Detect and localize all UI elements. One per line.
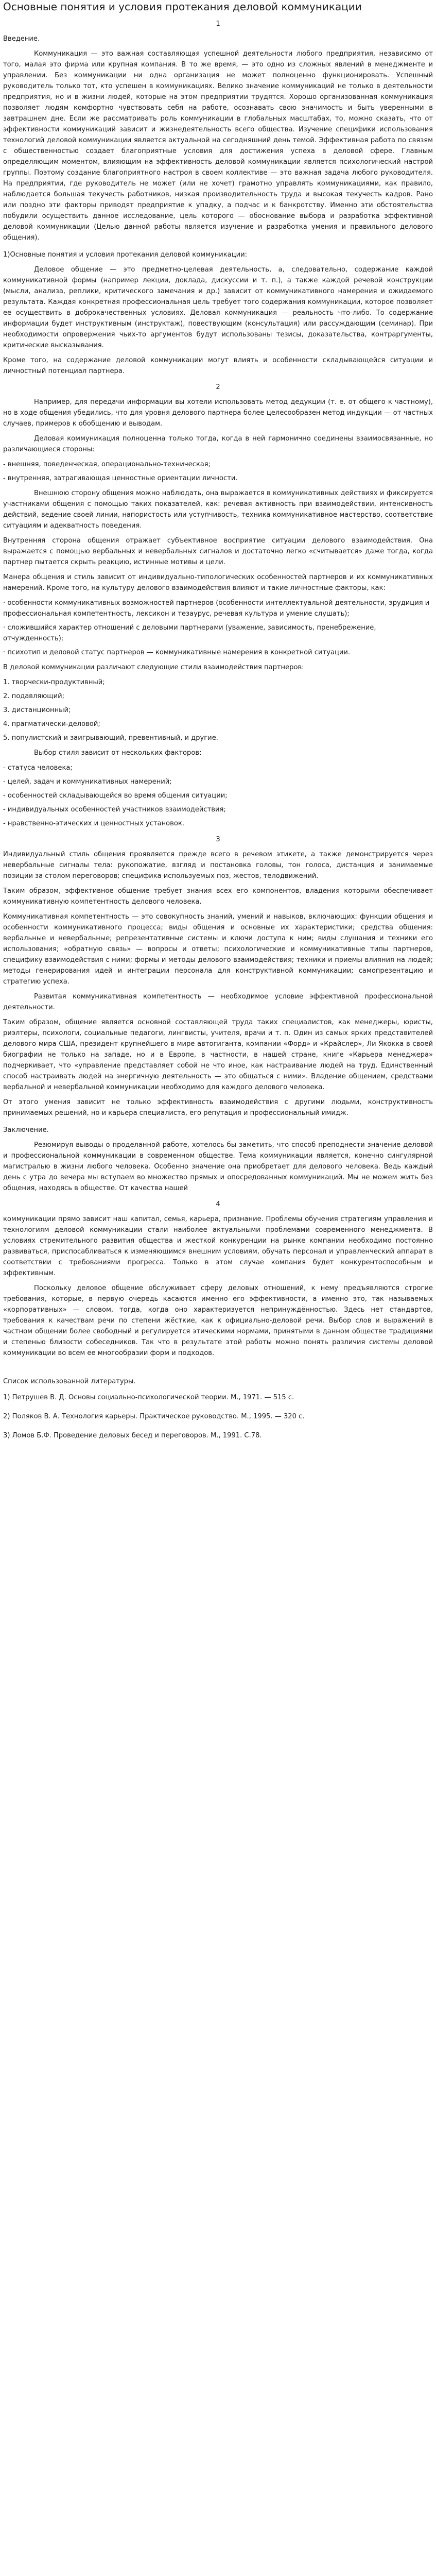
paragraph: Развитая коммуникативная компетентность — необходимое условие эффективной профессиональной деятельности. xyxy=(3,993,433,1011)
list-item: 4. прагматически-деловой; xyxy=(3,720,100,728)
paragraph: Резюмируя выводы о проделанной работе, хотелось бы заметить, что способ преподнести значение деловой и профессиональной коммуникации в современном обществе. Тема коммуникации является, конечно сингулярной магистралью в жизни любого человека. Особенно значение она приобретает для делового человека. Ведь каждый день с утра до вечера мы вступаем во множество прямых и опосредованных коммуникаций. Мы не можем жить без общения, находясь в обществе. От качества нашей xyxy=(3,1141,433,1192)
paragraph: В деловой коммуникации различают следующие стили взаимодействия партнеров: xyxy=(3,664,304,671)
list-item: · особенности коммуникативных возможностей партнеров (особенности интеллектуальной деятельности, эрудиция и профессиональная компетентность, лексикон и тезаурус, речевая культура и умение слушать); xyxy=(3,599,430,618)
list-item: · сложившийся характер отношений с деловыми партнерами (уважение, зависимость, пренебрежение, отчужденность); xyxy=(3,624,376,642)
list-item: 5. популистский и заигрывающий, превентивный, и другие. xyxy=(3,734,218,742)
page-number: 1 xyxy=(216,20,220,28)
reference-item: 3) Ломов Б.Ф. Проведение деловых бесед и переговоров. М., 1991. С.78. xyxy=(3,1432,262,1439)
paragraph: Коммуникативная компетентность — это совокупность знаний, умений и навыков, включающих: функции общения и особенности коммуникативного процесса; виды общения и основные их характеристики; средства общения: вербальные и невербальные; репрезентативные системы и ключи доступа к ним; виды слушания и техники его использования; «обратную связь» — вопросы и ответы; психологические и коммуникативные типы партнеров, специфику взаимодействия с ними; формы и методы делового взаимодействия; техники и приемы влияния на людей; методы генерирования идей и интеграции персонала для конструктивной коммуникации; самопрезентацию и стратегию успеха. xyxy=(3,913,433,986)
section-heading: 1)Основные понятия и условия протекания деловой коммуникации: xyxy=(3,251,248,259)
list-item: - целей, задач и коммуникативных намерений; xyxy=(3,778,172,786)
paragraph: Таким образом, эффективное общение требует знания всех его компонентов, владения которыми обеспечивает коммуникативную компетентность делового человека. xyxy=(3,887,433,906)
list-item: · психотип и деловой статус партнеров — коммуникативные намерения в конкретной ситуации. xyxy=(3,649,351,656)
paragraph: Внешнюю сторону общения можно наблюдать, она выражается в коммуникативных действиях и фиксируется участниками общения с помощью таких показателей, как: речевая активность при взаимодействии, интенсивность действий, ведение своей линии, напористость или уступчивость, техника коммуникативное мастерство, соответствие ситуациям и адекватность поведения. xyxy=(3,489,433,530)
page-number: 4 xyxy=(216,1200,220,1208)
intro-heading: Введение. xyxy=(3,35,40,43)
conclusion-heading: Заключение. xyxy=(3,1126,49,1134)
list-item: - внутренняя, затрагивающая ценностные ориентации личности. xyxy=(3,474,238,482)
list-item: - внешняя, поведенческая, операционально-техническая; xyxy=(3,461,211,468)
paragraph: Выбор стиля зависит от нескольких факторов: xyxy=(34,749,202,757)
list-item: - индивидуальных особенностей участников взаимодействия; xyxy=(3,806,226,814)
intro-paragraph: Коммуникация — это важная составляющая успешной деятельности любого предприятия, независимо от того, малая это фирма или крупная компания. В то же время, — это одно из сложных явлений в менеджменте и управлении. Без коммуникации ни одна организация не может полноценно функционировать. Успешный руководитель только тот, кто успешен в коммуникациях. Велико значение коммуникаций не только в деятельности предприятия, но и в жизни людей, которые на этом предприятии трудятся. Хорошо организованная коммуникация позволяет людям комфортно чувствовать себя на работе, осознавать свою значимость и быть уверенными в завтрашнем дне. Если же рассматривать роль коммуникации в глобальных масштабах, то, можно сказать, что от эффективности коммуникаций зависит и жизнедеятельность всего общества. Изучение специфики использования технологий деловой коммуникации является актуальной на сегодняшний день темой. Эффективная работа по связям с общественностью создает благоприятные условия для достижения успеха в деловой сфере. Главным определяющим моментом, влияющим на эффективность деловой коммуникации является психологический настрой группы. Поэтому создание благоприятного настроя в своем коллективе — это важная задача любого руководителя. На предприятии, где руководитель не может (или не хочет) грамотно управлять коммуникациями, как правило, наблюдается большая текучесть работников, низкая производительность труда и высокая текучесть кадров. Рано или поздно эти факторы приводят предприятие к упадку, а подчас и к банкротству. Именно эти обстоятельства побудили осуществить данное исследование, цель которого — обоснование выбора и разработка эффективной деловой коммуникации (Целью данной работы является изучение и разработка умения и правильного делового общения). xyxy=(3,50,433,242)
reference-item: 2) Поляков В. А. Технология карьеры. Практическое руководство. М., 1995. — 320 с. xyxy=(3,1413,305,1420)
factors-list xyxy=(3,598,433,658)
references-heading: Список использованной литературы. xyxy=(3,1378,136,1385)
paragraph: Внутренняя сторона общения отражает субъективное восприятие ситуации делового взаимодействия. Она выражается с помощью вербальных и невербальных сигналов и достаточно легко «считывается» даже тогда, когда партнер пытается скрыть реакцию, истинные мотивы и цели. xyxy=(3,537,433,566)
list-item: - нравственно-этических и ценностных установок. xyxy=(3,820,184,827)
list-item: 2. подавляющий; xyxy=(3,692,65,700)
paragraph: Манера общения и стиль зависит от индивидуально-типологических особенностей партнеров и их коммуникативных намерений. Кроме того, на культуру делового взаимодействия влияют и такие личностные факторы, как: xyxy=(3,573,433,592)
paragraph: Поскольку деловое общение обслуживает сферу деловых отношений, к нему предъявляются строгие требования, которые, в первую очередь касаются именно его эффективности, а именно это, так называемых «корпоративных» — словом, тогда, когда оно характеризуется непринуждённостью. Здесь нет стандартов, требования к качествам речи по степени жёсткие, как к официально-деловой речи. Выбор слов и выражений в частном общении более свободный и регулируется этическими нормами, принятыми в данном обществе традициями и степенью близости собеседников. Так что в результате этой работы можно понять различия системы деловой коммуникации во всем ее многообразии форм и подходов. xyxy=(3,1284,433,1357)
paragraph: От этого умения зависит не только эффективность взаимодействия с другими людьми, конструктивность принимаемых решений, но и карьера специалиста, его репутация и профессиональный имидж. xyxy=(3,1098,433,1117)
paragraph: Деловое общение — это предметно-целевая деятельность, а, следовательно, содержание каждой коммуникативной формы (например лекции, доклада, дискуссии и т. п.), а также каждой речевой конструкции (мысли, анализа, реплики, критического замечания и др.) зависит от коммуникативного намерения и ожидаемого результата. Каждая конкретная профессиональная цель требует того содержания коммуникации, которое позволяет ее осуществить в доброкачественных условиях. Деловая коммуникация — реальность что-либо. То содержание информации будет инструктивным (инструктаж), повествующим (консультация) или рассуждающим (семинар). При необходимости опровержения чьих-то аргументов будут использованы тезисы, доказательства, контраргументы, критические высказывания. xyxy=(3,266,433,349)
references-list xyxy=(3,1392,433,1441)
factors-list xyxy=(3,762,433,829)
paragraph: Кроме того, на содержание деловой коммуникации могут влиять и особенности складывающейся ситуации и личностный потенциал партнера. xyxy=(3,357,433,375)
aspects-list xyxy=(3,459,433,484)
page-number: 3 xyxy=(216,836,220,843)
paragraph: коммуникации прямо зависит наш капитал, семья, карьера, признание. Проблемы обучения стратегиям управления и технологиям деловой коммуникации стали наиболее актуальными проблемами современного менеджмента. В условиях стремительного развития общества и жесткой конкуренции на рынке компании необходимо постоянно развиваться, приспосабливаться к изменяющимся внешним условиям, обучать персонал и управленческий аппарат в соответствии с требованиями прогресса. Только в этом случае компания будет конкурентоспособным и эффективным. xyxy=(3,1215,433,1277)
list-item: - статуса человека; xyxy=(3,764,73,772)
styles-list xyxy=(3,677,433,743)
document-title: Основные понятия и условия протекания деловой коммуникации xyxy=(3,1,362,13)
paragraph: Деловая коммуникация полноценна только тогда, когда в ней гармонично соединены взаимосвязанные, но различающиеся стороны: xyxy=(3,435,433,453)
reference-item: 1) Петрушев В. Д. Основы социально-психологической теории. М., 1971. — 515 с. xyxy=(3,1394,294,1401)
page-number: 2 xyxy=(216,383,220,391)
list-item: - особенностей складывающейся во время общения ситуации; xyxy=(3,792,228,800)
list-item: 3. дистанционный; xyxy=(3,706,71,714)
paragraph: Таким образом, общение является основной составляющей труда таких специалистов, как менеджеры, юристы, риэлтеры, психологи, социальные педагоги, лингвисты, учителя, врачи и т. п. Один из самых ярких представителей делового мира США, президент крупнейшего в мире автогиганта, компании «Форд» и «Крайслер», Ли Якокка в своей биографии не только на западе, но и в Европе, в частности, в нашей стране, книге «Карьера менеджера» подчеркивает, что «управление представляет собой не что иное, как настраивание людей на труд. Единственный способ настраивать людей на энергичную деятельность — это общаться с ними». Владение общением, средствами вербальной и невербальной коммуникации необходимо для каждого делового человека. xyxy=(3,1019,433,1091)
paragraph: Индивидуальный стиль общения проявляется прежде всего в речевом этикете, а также демонстрируется через невербальные сигналы тела: рукопожатие, взгляд и постановка головы, тон голоса, дистанция и занимаемые позиции за столом переговоров; специфика используемых поз, жестов, телодвижений. xyxy=(3,851,433,880)
list-item: 1. творчески-продуктивный; xyxy=(3,679,105,686)
paragraph: Например, для передачи информации вы хотели использовать метод дедукции (т. е. от общего к частному), но в ходе общения убедились, что для уровня делового партнера более целесообразен метод индукции — от частных случаев, примеров к обобщению и выводам. xyxy=(3,398,433,428)
